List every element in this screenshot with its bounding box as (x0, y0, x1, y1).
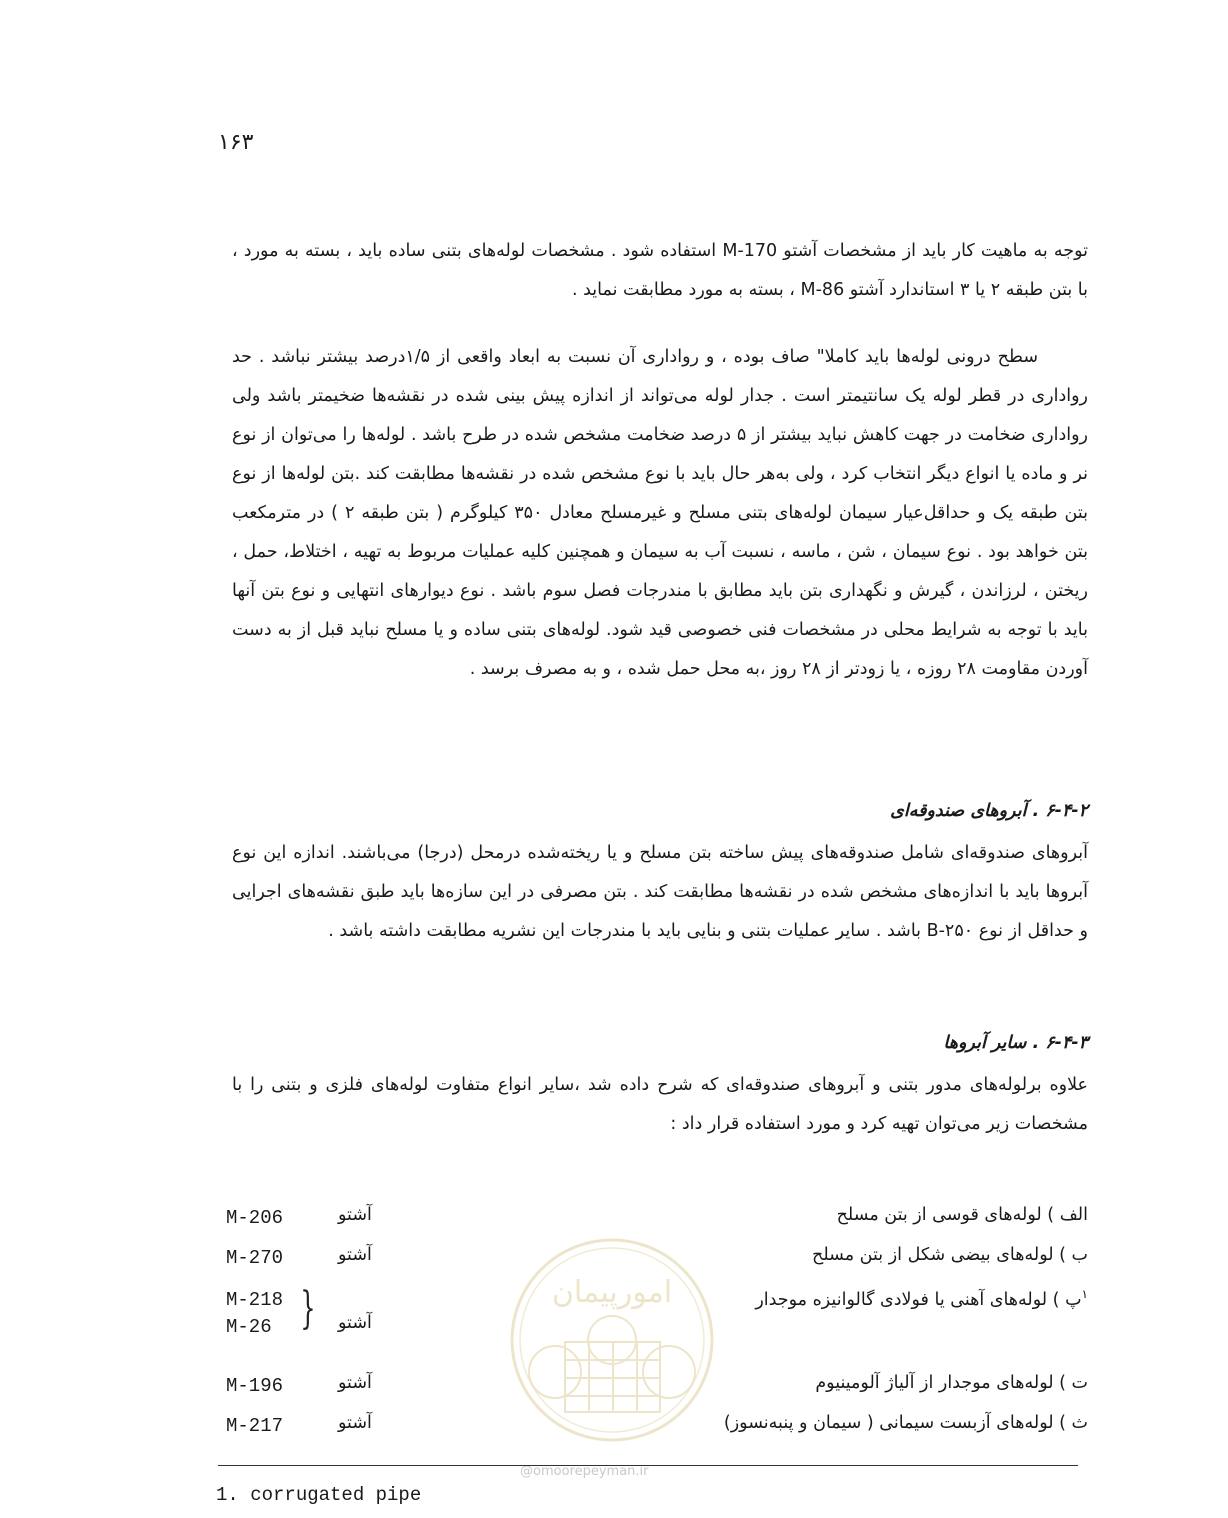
item-standard: آشتو (338, 1413, 372, 1433)
item-label: $^۱$پ ) لوله‌های آهنی یا فولادی گالوانیزه موجدار (755, 1287, 1088, 1310)
section-heading-box-culverts: ۶-۴-۲ . آبروهای صندوقه‌ای (890, 801, 1088, 821)
item-code: M-206 (226, 1207, 284, 1229)
svg-text:امورپیمان: امورپیمان (551, 1275, 673, 1310)
paragraph-4: علاوه برلوله‌های مدور بتنی و آبروهای صندوقه‌ای که شرح داده شد ،سایر انواع متفاوت لوله‌های فلزی و بتنی را با مشخصات زیر می‌توان تهیه کرد و مورد استفاده قرار داد : (232, 1075, 1088, 1134)
list-item (218, 1283, 1088, 1349)
item-label: ث ) لوله‌های آزبست سیمانی ( سیمان و پنبه‌نسوز) (723, 1413, 1088, 1433)
watermark-url: @omoorepeyman.ir (520, 1464, 649, 1479)
page-number: ۱۶۳ (218, 130, 254, 155)
item-standard: آشتو (338, 1313, 372, 1333)
item-standard: آشتو (338, 1245, 372, 1265)
item-standard: آشتو (338, 1205, 372, 1225)
list-item (218, 1413, 1088, 1445)
item-label: ت ) لوله‌های موجدار از آلیاژ آلومینیوم (815, 1373, 1088, 1393)
footnote-marker: ۱ (1081, 1287, 1088, 1301)
section-heading-other-culverts: ۶-۴-۳ . سایر آبروها (943, 1033, 1088, 1053)
item-label: الف ) لوله‌های قوسی از بتن مسلح (836, 1205, 1088, 1225)
item-code: M-217 (226, 1415, 284, 1437)
item-code: M-218 M-26 (226, 1289, 284, 1338)
paragraph-2: سطح درونی لوله‌ها باید کاملا" صاف بوده ، و رواداری آن نسبت به ابعاد واقعی از ۱/۵درصد بیشتر نباشد . حد رواداری در قطر لوله یک سانتیمتر است . جدار لوله می‌تواند از اندازه پیش بینی شده در نقشه‌ها ضخیمتر باشد ولی رواداری ضخامت در جهت کاهش نباید بیشتر از ۵ درصد ضخامت مشخص شده در طرح باشد . لوله‌ها را می‌توان از نوع نر و ماده یا انواع دیگر انتخاب کرد ، ولی به‌هر حال باید با نوع مشخص شده در نقشه‌ها مطابقت کند .بتن لوله‌ها از نوع بتن طبقه یک و حداقل‌عیار سیمان لوله‌های بتنی مسلح و غیرمسلح معادل ۳۵۰ کیلوگرم ( بتن طبقه ۲ ) در مترمکعب بتن خواهد بود . نوع سیمان ، شن ، ماسه ، نسبت آب به سیمان و همچنین کلیه عملیات مربوط به تهیه ، اختلاط، حمل ، ریختن ، لرزاندن ، گیرش و نگهداری بتن باید مطابق با مندرجات فصل سوم باشد . نوع دیوارهای انتهایی و نوع بتن آنها باید با توجه به شرایط محلی در مشخصات فنی خصوصی قید شود. لوله‌های بتنی ساده و یا مسلح نباید قبل از به دست آوردن مقاومت ۲۸ روزه ، یا زودتر از ۲۸ روز ،به محل حمل شده ، و به مصرف برسد . (232, 347, 1088, 679)
list-item (218, 1373, 1088, 1405)
footnote-divider (218, 1465, 1078, 1466)
brace-icon: } (300, 1283, 316, 1334)
item-standard: آشتو (338, 1373, 372, 1393)
item-code: M-270 (226, 1247, 284, 1269)
footnote: 1. corrugated pipe (216, 1484, 422, 1506)
item-code: M-196 (226, 1375, 284, 1397)
paragraph-3: آبروهای صندوقه‌ای شامل صندوقه‌های پیش ساخته بتن مسلح و یا ریخته‌شده درمحل (درجا) می‌باشند. اندازه این نوع آبروها باید با اندازه‌های مشخص شده در نقشه‌ها مطابقت کند . بتن مصرفی در این سازه‌ها باید طبق نقشه‌های اجرایی و حداقل از نوع B-۲۵۰ باشد . سایر عملیات بتنی و بنایی باید با مندرجات این نشریه مطابقت داشته باشد . (232, 843, 1088, 941)
list-item (218, 1205, 1088, 1237)
item-label: ب ) لوله‌های بیضی شکل از بتن مسلح (812, 1245, 1088, 1265)
list-item (218, 1245, 1088, 1277)
paragraph-1: توجه به ماهیت کار باید از مشخصات آشتو M-170 استفاده شود . مشخصات لوله‌های بتنی ساده باید ، بسته به مورد ، با بتن طبقه ۲ یا ۳ استاندارد آشتو M-86 ، بسته به مورد مطابقت نماید . (232, 241, 1088, 300)
